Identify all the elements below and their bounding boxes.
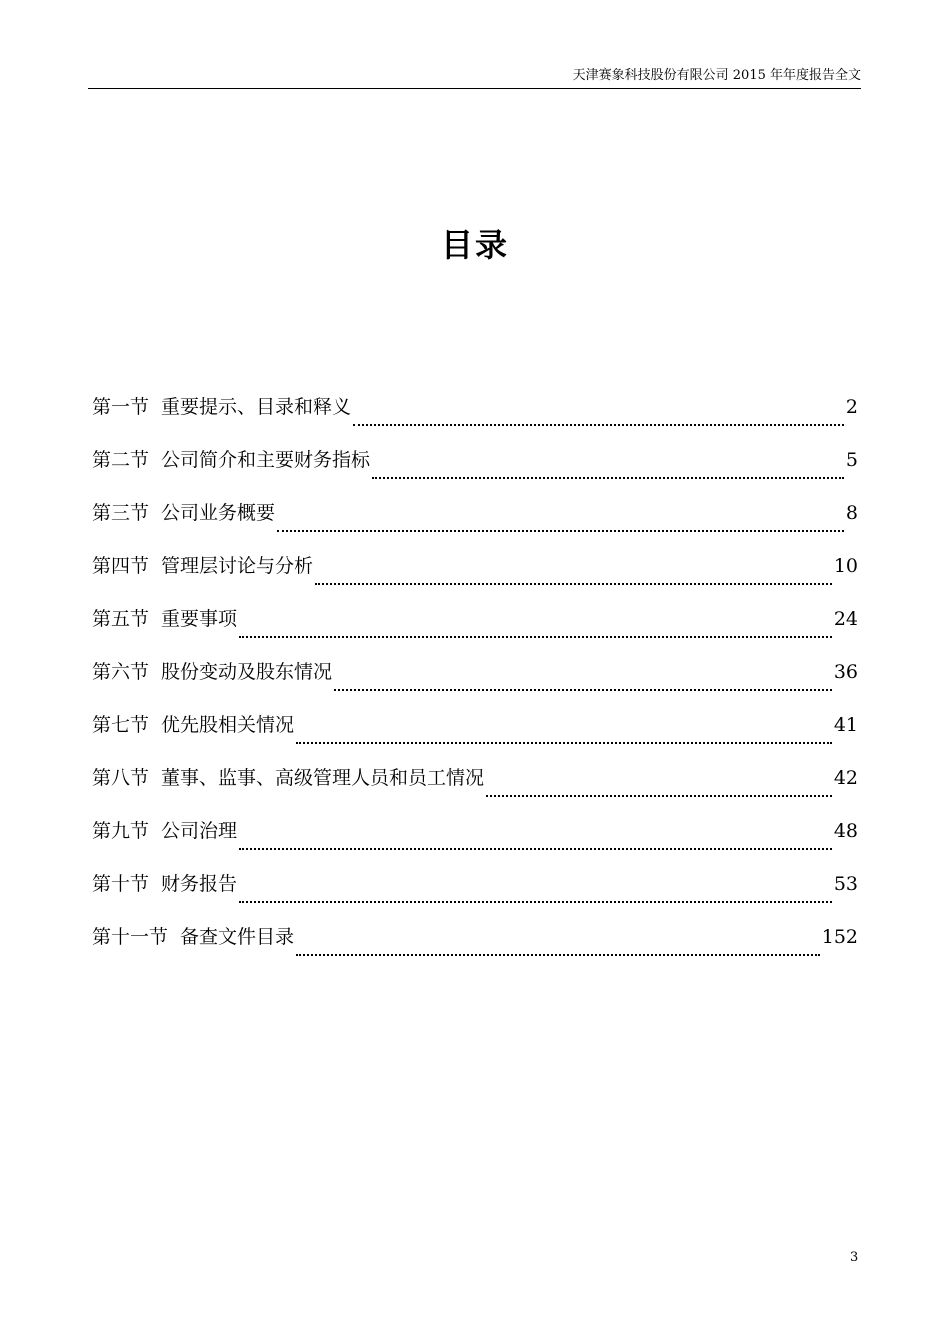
header-title: 天津赛象科技股份有限公司 2015 年年度报告全文 <box>572 68 861 83</box>
toc-entry-title: 管理层讨论与分析 <box>161 555 314 577</box>
toc-section-label: 第三节 <box>92 502 150 524</box>
toc-section-label: 第十节 <box>92 873 150 895</box>
toc-entry-title: 股份变动及股东情况 <box>161 661 333 683</box>
footer-page-number: 3 <box>850 1250 859 1265</box>
toc-section-label: 第十一节 <box>92 926 169 948</box>
toc-dot-leader <box>296 954 820 956</box>
toc-section-label: 第六节 <box>92 661 150 683</box>
page-title: 目录 <box>440 226 509 264</box>
toc-dot-leader <box>239 636 832 638</box>
toc-entry-title: 公司简介和主要财务指标 <box>161 449 371 471</box>
toc-entry-11[interactable] <box>92 922 858 975</box>
toc-page-number: 53 <box>833 873 858 895</box>
page-header <box>88 62 861 89</box>
toc-entry-6[interactable] <box>92 657 858 710</box>
toc-dot-leader <box>334 689 832 691</box>
toc-entry-4[interactable] <box>92 551 858 604</box>
toc-entry-title: 董事、监事、高级管理人员和员工情况 <box>161 767 485 789</box>
toc-section-label: 第九节 <box>92 820 150 842</box>
toc-entry-9[interactable] <box>92 816 858 869</box>
toc-section-label: 第五节 <box>92 608 150 630</box>
toc-entry-2[interactable] <box>92 445 858 498</box>
toc-page-number: 8 <box>845 502 858 524</box>
toc-page-number: 2 <box>845 396 858 418</box>
toc-dot-leader <box>372 477 844 479</box>
toc-entry-8[interactable] <box>92 763 858 816</box>
toc-entry-title: 财务报告 <box>161 873 238 895</box>
toc-dot-leader <box>277 530 844 532</box>
toc-dot-leader <box>486 795 832 797</box>
toc-entry-5[interactable] <box>92 604 858 657</box>
toc-dot-leader <box>239 901 832 903</box>
toc-dot-leader <box>315 583 832 585</box>
table-of-contents <box>92 392 858 975</box>
toc-dot-leader <box>353 424 844 426</box>
toc-entry-title: 重要提示、目录和释义 <box>161 396 352 418</box>
toc-section-label: 第八节 <box>92 767 150 789</box>
toc-section-label: 第二节 <box>92 449 150 471</box>
toc-entry-title: 重要事项 <box>161 608 238 630</box>
toc-page-number: 5 <box>845 449 858 471</box>
toc-entry-title: 优先股相关情况 <box>161 714 295 736</box>
toc-page-number: 24 <box>833 608 858 630</box>
toc-section-label: 第七节 <box>92 714 150 736</box>
toc-entry-title: 备查文件目录 <box>180 926 295 948</box>
toc-dot-leader <box>239 848 832 850</box>
toc-entry-1[interactable] <box>92 392 858 445</box>
toc-section-label: 第一节 <box>92 396 150 418</box>
toc-page-number: 48 <box>833 820 858 842</box>
toc-dot-leader <box>296 742 832 744</box>
toc-page-number: 41 <box>833 714 858 736</box>
toc-entry-10[interactable] <box>92 869 858 922</box>
toc-entry-title: 公司治理 <box>161 820 238 842</box>
toc-page-number: 152 <box>821 926 858 948</box>
toc-entry-3[interactable] <box>92 498 858 551</box>
toc-section-label: 第四节 <box>92 555 150 577</box>
toc-entry-7[interactable] <box>92 710 858 763</box>
toc-page-number: 36 <box>833 661 858 683</box>
toc-page-number: 42 <box>833 767 858 789</box>
toc-entry-title: 公司业务概要 <box>161 502 276 524</box>
toc-page-number: 10 <box>833 555 858 577</box>
